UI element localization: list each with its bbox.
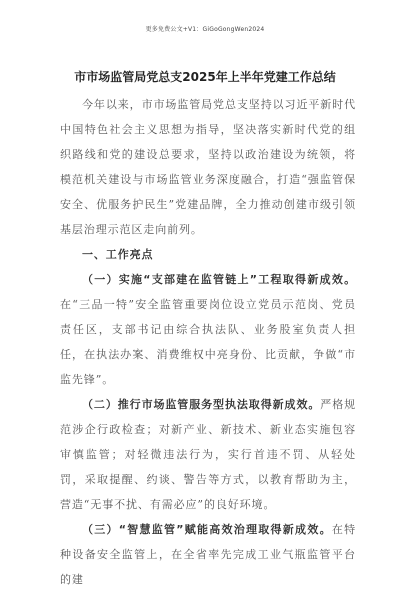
intro-paragraph: 今年以来，市市场监管局党总支坚持以习近平新时代中国特色社会主义思想为指导，坚决落实新时代党的组织路线和党的建设总要求，坚持以政治建设为统领，将模范机关建设与市场监管业务深度融合，打造“强监管保安全、优服务护民生”党建品牌，全力推动创建市级引领基层治理示范区走向前列。	[60, 98, 356, 236]
section-item-2	[60, 392, 356, 517]
item-heading: （一）实施“支部建在监管链上”工程取得新成效。	[82, 273, 356, 286]
item-text: 在“三品一特”安全监管重要岗位设立党员示范岗、党员责任区，支部书记由综合执法队、业务股室负责人担任，在执法办案、消费维权中亮身份、比贡献，争做“市监先锋”。	[60, 298, 356, 386]
item-text: 严格规范涉企行政检查；对新产业、新技术、新业态实施包容审慎监管；对轻微违法行为，实行首违不罚、从轻处罚，采取提醒、约谈、警告等方式，以教育帮助为主，营造“无事不扰、有需必应”的良好环境。	[60, 398, 357, 511]
section-item-3	[60, 517, 356, 592]
section-item-1	[60, 267, 356, 392]
item-heading: （二）推行市场监管服务型执法取得新成效。	[82, 398, 321, 411]
item-heading: （三）“智慧监管”赋能高效治理取得新成效。	[82, 523, 332, 536]
watermark-text: 更多免费公文+V1：GiGoGongWen2024	[145, 26, 265, 33]
document-title: 市市场监管局党总支2025年上半年党建工作总结	[74, 70, 336, 84]
item-text: 在特种设备安全监管上，在全省率先完成工业气瓶监管平台的建	[60, 523, 356, 586]
section-heading: 一、工作亮点	[82, 248, 154, 261]
document-body	[60, 92, 356, 592]
